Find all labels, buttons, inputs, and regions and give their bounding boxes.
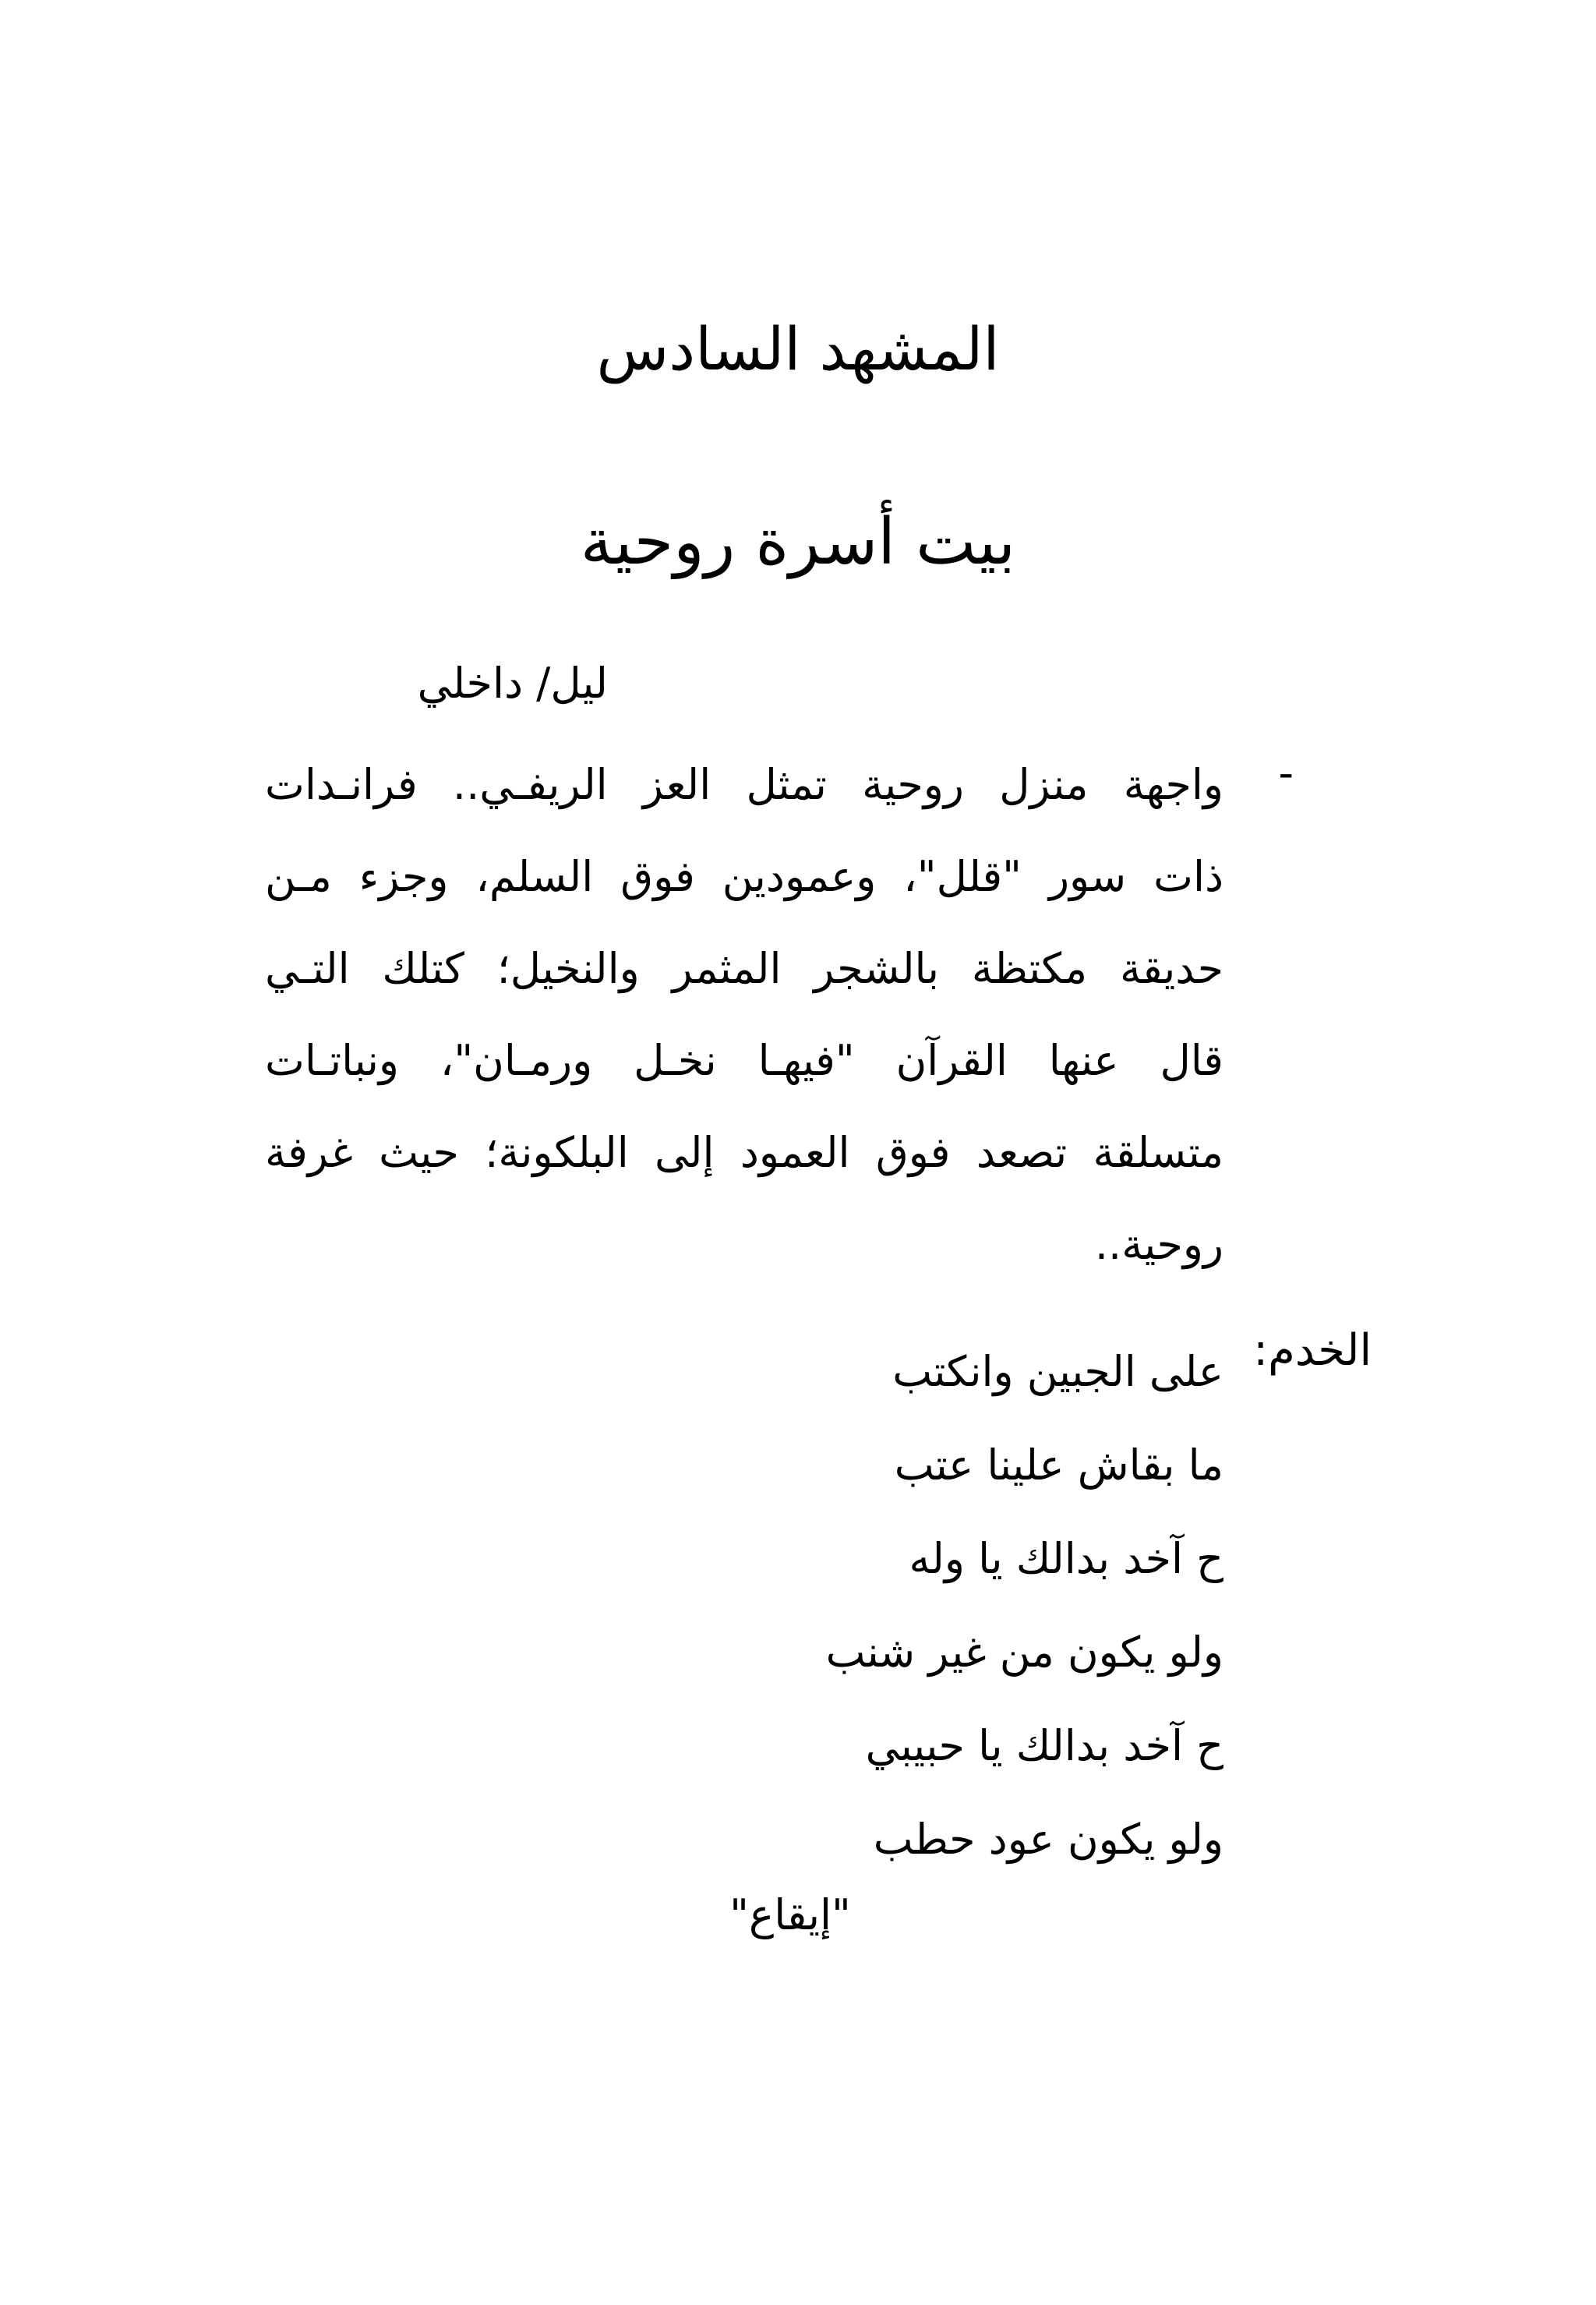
description-bullet: - bbox=[1278, 748, 1294, 797]
song-verse: ولو يكون عود حطب bbox=[873, 1815, 1223, 1864]
description-line: روحية.. bbox=[1094, 1220, 1223, 1269]
song-lyrics bbox=[826, 1325, 1223, 1886]
scene-title: المشهد السادس bbox=[596, 314, 1000, 384]
speaker-name: الخدم: bbox=[1253, 1325, 1372, 1376]
stage-direction-text: "إيقاع" bbox=[729, 1890, 851, 1939]
song-verse: على الجبين وانكتب bbox=[892, 1347, 1223, 1396]
song-verse: ولو يكون من غير شنب bbox=[825, 1628, 1223, 1677]
scene-time-place: ليل/ داخلي bbox=[417, 659, 608, 708]
song-verse: ح آخد بدالك يا حبيبي bbox=[865, 1721, 1223, 1770]
scene-description bbox=[265, 739, 1223, 1291]
song-verse: ح آخد بدالك يا وله bbox=[909, 1534, 1223, 1583]
scene-location: بيت أسرة روحية bbox=[580, 505, 1016, 579]
description-line: واجهة منزل روحية تمثل العز الريفـي.. فرانـدات bbox=[265, 760, 1223, 809]
description-line: قال عنها القرآن "فيهـا نخـل ورمـان"، ونباتـات bbox=[265, 1036, 1223, 1085]
stage-direction bbox=[0, 1890, 1596, 1939]
description-line: ذات سور "قلل"، وعمودين فوق السلم، وجزء مـن bbox=[265, 852, 1223, 901]
song-verse: ما بقاش علينا عتب bbox=[894, 1441, 1223, 1490]
description-line: متسلقة تصعد فوق العمود إلى البلكونة؛ حيث غرفة bbox=[265, 1128, 1223, 1177]
description-line: حديقة مكتظة بالشجر المثمر والنخيل؛ كتلك التـي bbox=[265, 944, 1223, 993]
